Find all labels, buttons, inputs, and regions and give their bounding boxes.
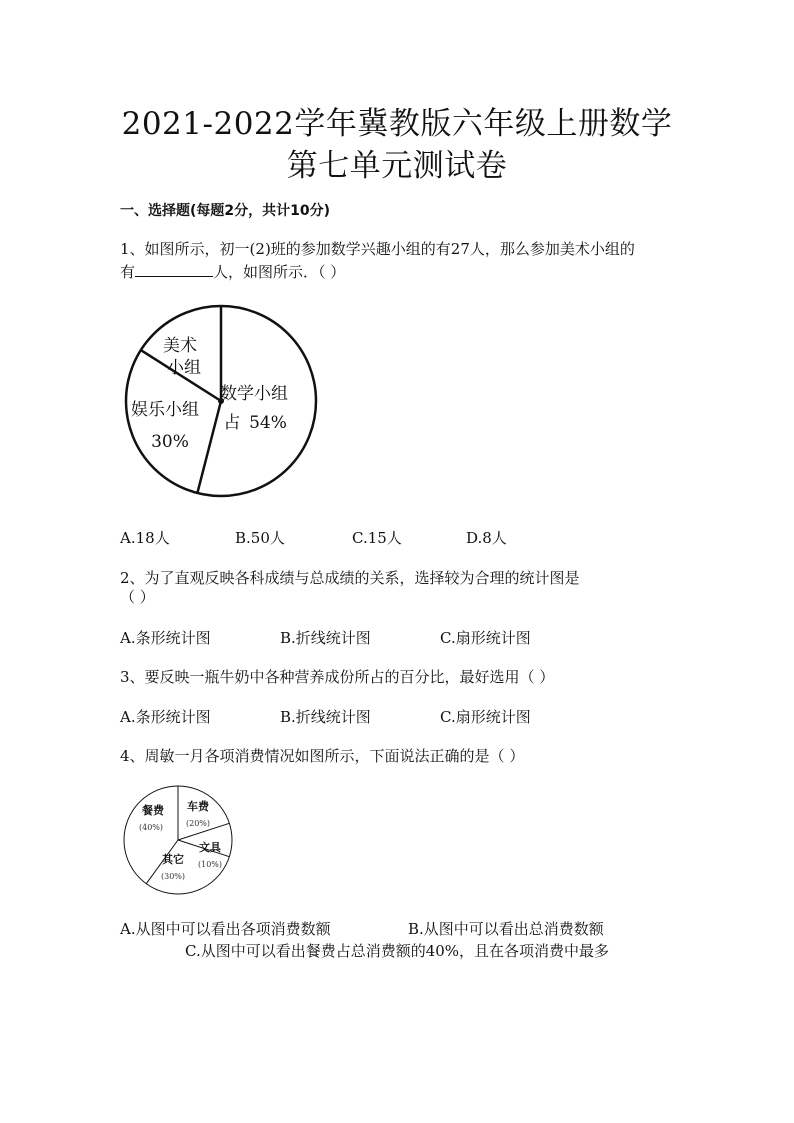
- q1-text-line2: [120, 261, 345, 282]
- q2-text-line1: 2、为了直观反映各科成绩与总成绩的关系，选择较为合理的统计图是: [120, 569, 580, 587]
- pie2-slice-value: (40%): [138, 823, 164, 832]
- q4-option-c[interactable]: C.从图中可以看出餐费占总消费额的40%，且在各项消费中最多: [185, 942, 610, 960]
- q1-text-pre: 有: [120, 263, 136, 281]
- q1-option-b[interactable]: B.50人: [235, 529, 285, 547]
- pie-chart-groups: [118, 298, 328, 508]
- q2-text-line2: （ ）: [120, 588, 155, 606]
- q1-option-a[interactable]: A.18人: [120, 529, 170, 547]
- q2-option-c[interactable]: C.扇形统计图: [440, 629, 531, 647]
- pie2-slice-label: 车费: [187, 800, 209, 813]
- page-title-line1: 2021-2022学年冀教版六年级上册数学: [121, 106, 673, 142]
- q1-text-post: 人，如图所示．（ ）: [213, 263, 346, 281]
- q3-option-b[interactable]: B.折线统计图: [280, 708, 371, 726]
- pie1-slice-label: 数学小组: [220, 384, 288, 404]
- pie2-slice-value: (10%): [197, 860, 223, 869]
- q4-option-a[interactable]: A.从图中可以看出各项消费数额: [120, 920, 331, 938]
- q1-answer-blank[interactable]: [135, 262, 213, 277]
- q4-option-b[interactable]: B.从图中可以看出总消费数额: [408, 920, 604, 938]
- pie1-slice-label: 娱乐小组: [131, 400, 199, 420]
- page-title-line2: 第七单元测试卷: [286, 148, 508, 184]
- q3-text-line1: 3、要反映一瓶牛奶中各种营养成份所占的百分比，最好选用（ ）: [120, 668, 555, 686]
- q3-option-c[interactable]: C.扇形统计图: [440, 708, 531, 726]
- pie-chart-expenses: [118, 784, 238, 896]
- q3-option-a[interactable]: A.条形统计图: [120, 708, 211, 726]
- q2-option-b[interactable]: B.折线统计图: [280, 629, 371, 647]
- pie1-slice-label: 占: [223, 413, 241, 433]
- pie2-slice-label: 其它: [162, 853, 184, 866]
- pie1-slice-boundary: [197, 401, 221, 493]
- q1-text-line1: 1、如图所示，初一(2)班的参加数学兴趣小组的有27人，那么参加美术小组的: [120, 240, 635, 258]
- pie1-slice-value: 54%: [249, 413, 287, 433]
- q1-option-d[interactable]: D.8人: [466, 529, 507, 547]
- pie1-slice-label: 小组: [167, 358, 201, 378]
- pie2-slice-label: 文具: [199, 841, 221, 854]
- pie2-slice-label: 餐费: [142, 804, 164, 817]
- pie2-slice-value: (30%): [160, 872, 186, 881]
- q1-option-c[interactable]: C.15人: [352, 529, 402, 547]
- pie2-slice-value: (20%): [185, 819, 211, 828]
- pie1-slice-value: 30%: [151, 432, 189, 452]
- q2-option-a[interactable]: A.条形统计图: [120, 629, 211, 647]
- section-heading: 一、选择题(每题2分，共计10分): [120, 203, 331, 219]
- pie1-slice-label: 美术: [163, 336, 197, 356]
- q4-text-line1: 4、周敏一月各项消费情况如图所示，下面说法正确的是（ ）: [120, 747, 525, 765]
